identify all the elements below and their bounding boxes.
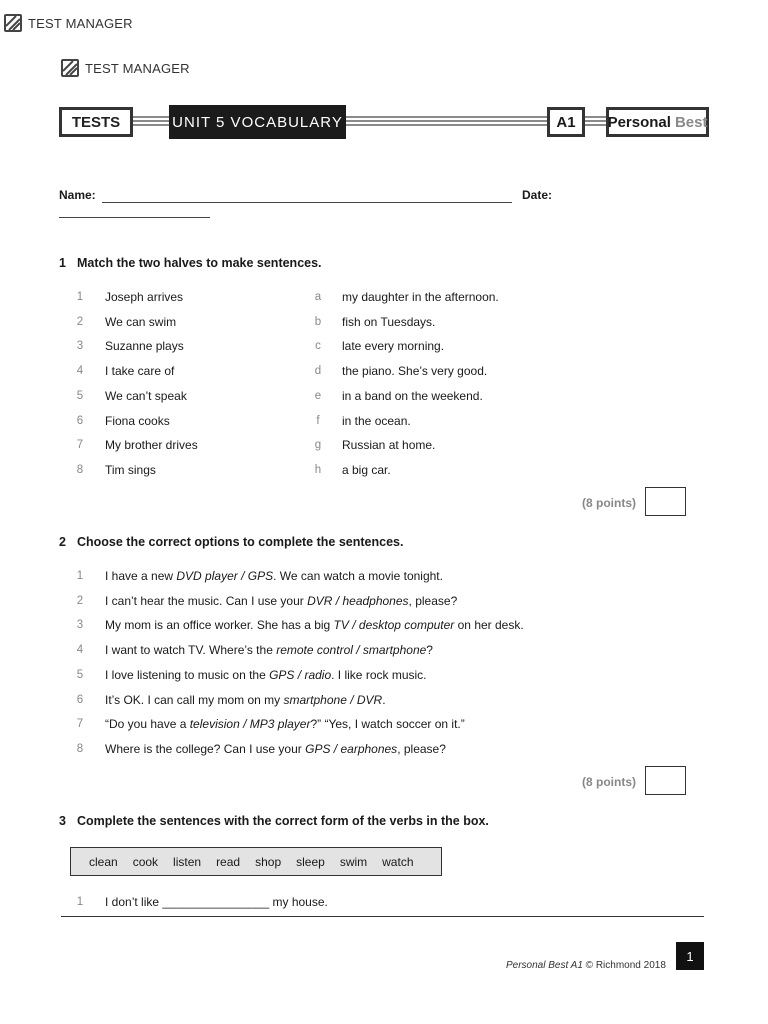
choice-sentence bbox=[105, 618, 524, 632]
date-label: Date: bbox=[522, 188, 553, 202]
sentence-text: . bbox=[382, 693, 386, 707]
brand-name-b: Best bbox=[674, 113, 708, 131]
answer-blank[interactable]: ________________ bbox=[162, 895, 270, 909]
item-number: 2 bbox=[76, 316, 84, 328]
item-number: 7 bbox=[76, 718, 84, 730]
option-separator: / bbox=[294, 668, 305, 682]
item-letter: a bbox=[314, 291, 322, 303]
section-title-text: Choose the correct options to complete the sentences. bbox=[77, 535, 404, 549]
choice-sentence bbox=[105, 569, 443, 583]
verb-word-box bbox=[70, 847, 442, 876]
choice-sentence bbox=[105, 594, 457, 608]
option-separator: / bbox=[352, 643, 363, 657]
choice-sentence bbox=[105, 693, 386, 707]
sentence-text: , please? bbox=[408, 594, 458, 608]
item-letter: e bbox=[314, 390, 322, 402]
section-title-text: Complete the sentences with the correct form of the verbs in the box. bbox=[77, 814, 489, 828]
verb-word: sleep bbox=[296, 854, 325, 869]
page-number: 1 bbox=[676, 942, 704, 970]
brand-logo bbox=[606, 107, 709, 137]
option-1[interactable]: DVR bbox=[307, 594, 333, 608]
option-2[interactable]: DVR bbox=[356, 693, 383, 707]
sentence-text: Where is the college? Can I use your bbox=[105, 742, 306, 756]
section-title-text: Match the two halves to make sentences. bbox=[77, 256, 322, 270]
item-number: 3 bbox=[76, 619, 84, 631]
sentence-text: ?” “Yes, I watch soccer on it.” bbox=[310, 717, 465, 731]
sentence-text: I can’t hear the music. Can I use your bbox=[105, 594, 308, 608]
item-number: 4 bbox=[76, 365, 84, 377]
verb-word: listen bbox=[173, 854, 202, 869]
logo-text: TEST MANAGER bbox=[28, 15, 133, 31]
tests-label: TESTS bbox=[59, 107, 133, 137]
item-number: 8 bbox=[76, 464, 84, 476]
title-banner bbox=[59, 105, 709, 139]
choice-sentence bbox=[105, 717, 465, 731]
footer-book-title: Personal Best A1 bbox=[506, 960, 583, 971]
option-1[interactable]: smartphone bbox=[283, 693, 347, 707]
match-right-item: a big car. bbox=[342, 463, 391, 477]
option-1[interactable]: TV bbox=[333, 618, 349, 632]
section-number: 2 bbox=[59, 535, 66, 549]
match-left-item: We can’t speak bbox=[105, 389, 187, 403]
section-2-title bbox=[59, 535, 403, 549]
match-left-item: We can swim bbox=[105, 315, 177, 329]
sentence-text: My mom is an office worker. She has a big bbox=[105, 618, 334, 632]
item-number: 5 bbox=[76, 669, 84, 681]
verb-word: watch bbox=[382, 854, 414, 869]
option-separator: / bbox=[330, 742, 341, 756]
option-separator: / bbox=[332, 594, 343, 608]
level-label: A1 bbox=[547, 107, 585, 137]
item-number: 1 bbox=[76, 896, 84, 908]
item-letter: f bbox=[316, 415, 320, 427]
match-left-item: I take care of bbox=[105, 364, 175, 378]
choice-sentence bbox=[105, 643, 433, 657]
item-letter: b bbox=[314, 316, 322, 328]
item-number: 1 bbox=[76, 570, 84, 582]
item-number: 1 bbox=[76, 291, 84, 303]
item-letter: c bbox=[315, 340, 321, 352]
verb-word: cook bbox=[132, 854, 159, 869]
logo-text: TEST MANAGER bbox=[85, 60, 190, 76]
option-1[interactable]: GPS bbox=[305, 742, 331, 756]
bottom-rule bbox=[61, 916, 704, 917]
unit-title: UNIT 5 VOCABULARY bbox=[169, 105, 346, 139]
item-letter: d bbox=[314, 365, 322, 377]
item-number: 4 bbox=[76, 644, 84, 656]
footer-copyright bbox=[506, 960, 666, 971]
section-3-title bbox=[59, 814, 489, 828]
sentence-text: “Do you have a bbox=[105, 717, 190, 731]
sentence-text: . I like rock music. bbox=[331, 668, 427, 682]
sentence-text: I have a new bbox=[105, 569, 177, 583]
option-2[interactable]: desktop computer bbox=[358, 618, 455, 632]
option-separator: / bbox=[237, 569, 248, 583]
brand-name-a: Personal bbox=[607, 113, 671, 131]
item-number: 3 bbox=[76, 340, 84, 352]
option-1[interactable]: remote control bbox=[276, 643, 353, 657]
name-field[interactable] bbox=[102, 202, 512, 203]
sentence-text: , please? bbox=[397, 742, 446, 756]
item-number: 7 bbox=[76, 439, 84, 451]
section-3-item-1 bbox=[105, 895, 328, 909]
sentence-text: . We can watch a movie tonight. bbox=[273, 569, 443, 583]
section-number: 1 bbox=[59, 256, 66, 270]
match-right-item: my daughter in the afternoon. bbox=[342, 290, 499, 304]
match-left-item: Fiona cooks bbox=[105, 414, 170, 428]
section-2-score-box[interactable] bbox=[645, 766, 686, 795]
section-2-points: (8 points) bbox=[582, 775, 636, 789]
option-2[interactable]: smartphone bbox=[362, 643, 427, 657]
test-manager-logo-top bbox=[4, 14, 133, 32]
verb-word: swim bbox=[339, 854, 368, 869]
verb-word: read bbox=[216, 854, 241, 869]
match-right-item: the piano. She’s very good. bbox=[342, 364, 488, 378]
match-left-item: Joseph arrives bbox=[105, 290, 184, 304]
option-1[interactable]: DVD player bbox=[176, 569, 238, 583]
item-number: 6 bbox=[76, 694, 84, 706]
option-separator: / bbox=[239, 717, 250, 731]
item-number: 2 bbox=[76, 595, 84, 607]
sentence-text: I love listening to music on the bbox=[105, 668, 270, 682]
option-separator: / bbox=[346, 693, 357, 707]
option-2[interactable]: GPS bbox=[247, 569, 274, 583]
section-number: 3 bbox=[59, 814, 66, 828]
match-left-item: My brother drives bbox=[105, 438, 198, 452]
name-label: Name: bbox=[59, 188, 96, 202]
option-2[interactable]: MP3 player bbox=[249, 717, 311, 731]
section-1-title bbox=[59, 256, 322, 270]
choice-sentence bbox=[105, 742, 446, 756]
item-letter: h bbox=[314, 464, 322, 476]
date-field[interactable] bbox=[59, 217, 210, 218]
item-text-start: I don’t like bbox=[105, 895, 163, 909]
footer-copyright-text: © Richmond 2018 bbox=[582, 960, 666, 971]
match-right-item: Russian at home. bbox=[342, 438, 436, 452]
section-1-points: (8 points) bbox=[582, 496, 636, 510]
test-manager-logo-icon bbox=[61, 59, 79, 77]
option-2[interactable]: headphones bbox=[342, 594, 409, 608]
section-1-score-box[interactable] bbox=[645, 487, 686, 516]
option-separator: / bbox=[348, 618, 359, 632]
test-manager-logo-icon bbox=[4, 14, 22, 32]
verb-word: shop bbox=[255, 854, 282, 869]
item-text-end: my house. bbox=[269, 895, 328, 909]
match-right-item: late every morning. bbox=[342, 339, 445, 353]
match-left-item: Tim sings bbox=[105, 463, 156, 477]
option-1[interactable]: GPS bbox=[269, 668, 295, 682]
sentence-text: I want to watch TV. Where’s the bbox=[105, 643, 277, 657]
choice-sentence bbox=[105, 668, 427, 682]
test-manager-logo-inner bbox=[61, 59, 190, 77]
option-2[interactable]: earphones bbox=[340, 742, 398, 756]
match-right-item: in a band on the weekend. bbox=[342, 389, 483, 403]
sentence-text: on her desk. bbox=[454, 618, 524, 632]
option-1[interactable]: television bbox=[189, 717, 240, 731]
item-letter: g bbox=[314, 439, 322, 451]
sentence-text: It’s OK. I can call my mom on my bbox=[105, 693, 284, 707]
option-2[interactable]: radio bbox=[304, 668, 332, 682]
sentence-text: ? bbox=[426, 643, 433, 657]
match-right-item: in the ocean. bbox=[342, 414, 411, 428]
verb-word: clean bbox=[89, 854, 118, 869]
match-right-item: fish on Tuesdays. bbox=[342, 315, 436, 329]
item-number: 8 bbox=[76, 743, 84, 755]
match-left-item: Suzanne plays bbox=[105, 339, 184, 353]
item-number: 5 bbox=[76, 390, 84, 402]
item-number: 6 bbox=[76, 415, 84, 427]
